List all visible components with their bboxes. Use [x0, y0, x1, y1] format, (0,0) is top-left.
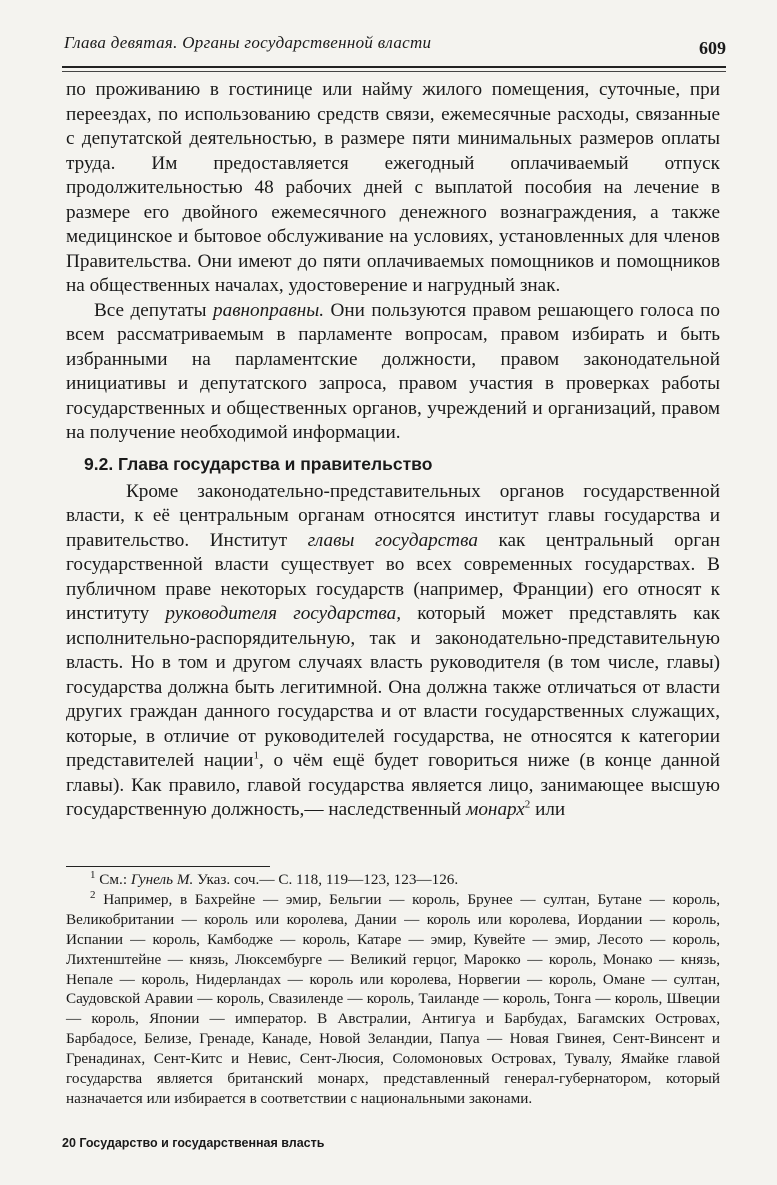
footnotes — [66, 870, 720, 1109]
header-rule — [62, 66, 726, 68]
paragraph-1: по проживанию в гостинице или найму жилого помещения, суточные, при переездах, по использованию средств связи, ежемесячные расходы, связанные с депутатской деятельностью, в размере пяти минимальных размеров оплаты труда. Им предоставляется ежегодный оплачиваемый отпуск продолжительностью 48 рабочих дней с выплатой пособия на лечение в размере его двойного ежемесячного денежного вознаграждения, а также медицинское и бытовое обслуживание на условиях, установленных для членов Правительства. Они имеют до пяти оплачиваемых помощников и помощников на общественных началах, удостоверение и нагрудный знак. — [66, 79, 720, 296]
emphasis-state-leader: руководителя государства, — [165, 603, 401, 624]
running-title: Глава девятая. Органы государственной власти — [64, 33, 432, 52]
paragraph-3-part-a: Кроме законодательно-представительных органов государственной власти, к её центральным органам относятся институт главы государства и правительство. Институт — [66, 480, 720, 551]
footnote-2-text: Например, в Бахрейне — эмир, Бельгии — король, Брунее — султан, Бутане — король, Великобритании — король или королева, Дании — король или королева, Иордании — король, Испании — король, Камбодже — король, Катаре — эмир, Кувейте — эмир, Лесото — король, Лихтенштейне — князь, Люксембурге — Великий герцог, Марокко — король, Монако — князь, Непале — король, Нидерландах — король или королева, Норвегии — король, Омане — султан, Саудовской Аравии — король, Свазиленде — король, Таиланде — король, Тонга — король, Швеции — король, Японии — император. В Австралии, Антигуа и Барбудах, Багамских Островах, Барбадосе, Белизе, Гренаде, Канаде, Новой Зеландии, Папуа — Новая Гвинея, Сент-Винсент и Гренадинах, Сент-Китс и Невис, Сент-Люсия, Соломоновых Островах, Тувалу, Ямайке главой государства является британский монарх, представленный генерал-губернатором, который назначается или избирается в соответствии с национальными законами. — [66, 890, 720, 1107]
footnote-1-mark: 1 — [90, 868, 96, 881]
footnote-1 — [66, 870, 720, 890]
footnote-2 — [66, 890, 720, 1109]
footnote-1-part-b: Указ. соч.— С. 118, 119—123, 123—126. — [193, 871, 459, 888]
paragraph-3-part-c: который может представлять как исполнительно-распорядительную, так и законодательно-представительную власть. Но в том и другом случаях власть руководителя (в том числе, главы) государства должна быть легитимной. Она должна также отличаться от власти других граждан данного государства и от власти государственных служащих, которые, в отличие от руководителей государства, не относятся к категории представителей нации — [66, 603, 720, 771]
paragraph-2 — [66, 299, 720, 446]
footnote-1-author: Гунель М. — [130, 871, 194, 888]
page-number: 609 — [699, 38, 726, 58]
emphasis-monarch: монарх — [466, 799, 525, 820]
footnote-rule — [66, 866, 270, 867]
running-header — [62, 30, 726, 60]
footnote-1-part-a: См.: — [95, 871, 131, 888]
paragraph-3-part-d: , о чём ещё будет говориться ниже (в конце данной главы). Как правило, главой государства является лицо, занимающее высшую государственную должность,— наследственный — [66, 750, 720, 820]
paragraph-2-start: Все депутаты — [94, 299, 213, 321]
section-heading: 9.2. Глава государства и правительство — [84, 453, 433, 474]
paragraph-3-part-b: как центральный орган государственной власти существует во всех современных государствах. В публичном праве некоторых государств (например, Франции) его относят к институту — [66, 529, 720, 624]
footnote-ref-2[interactable]: 2 — [524, 798, 531, 811]
footnote-2-mark: 2 — [90, 888, 96, 901]
paragraph-3-part-e: или — [530, 799, 566, 820]
paragraph-2-rest: Они пользуются правом решающего голоса по всем рассматриваемым в парламенте вопросам, правом избирать и быть избранными на парламентские должности, правом законодательной инициативы и депутатского запроса, правом участия в проверках работы государственных и общественных органов, учреждений и организаций, правом на получение необходимой информации. — [66, 299, 721, 443]
emphasis-equal-rights: равноправны. — [213, 299, 325, 321]
signature-line: 20 Государство и государственная власть — [62, 1136, 325, 1150]
header-rule-thin — [62, 71, 726, 72]
paragraph-3 — [66, 480, 720, 823]
body-text — [66, 78, 720, 823]
footnote-ref-1[interactable]: 1 — [253, 749, 259, 762]
emphasis-head-of-state: главы государства — [307, 529, 478, 551]
